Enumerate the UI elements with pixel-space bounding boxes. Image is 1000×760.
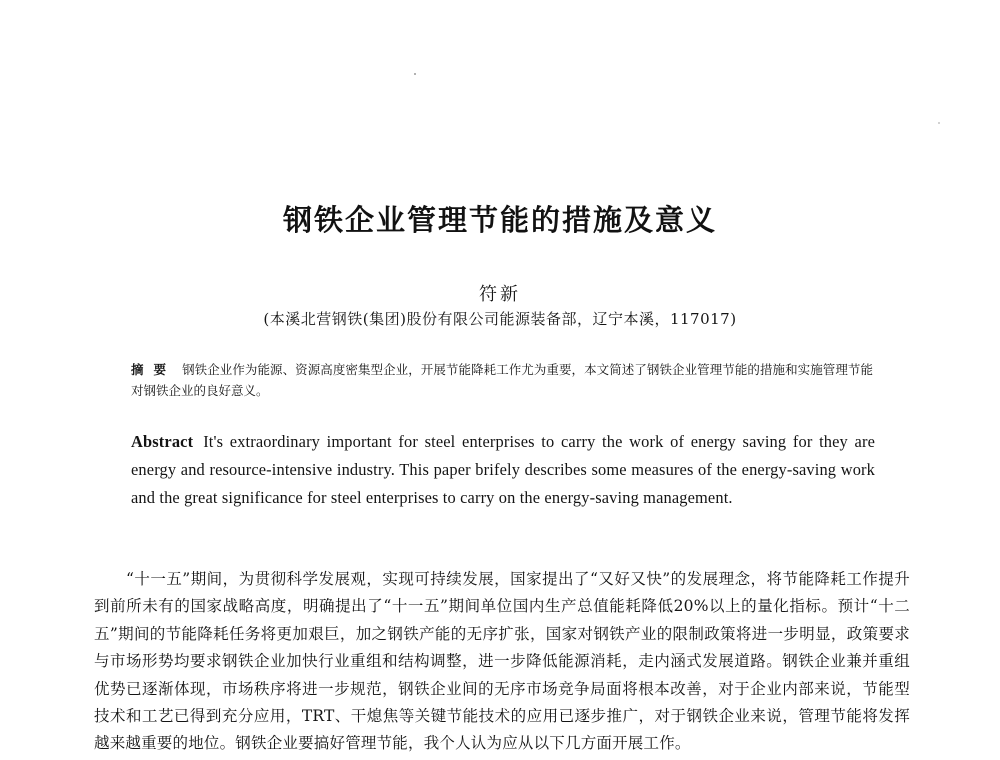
english-abstract-label: Abstract <box>131 432 194 451</box>
author-affiliation: (本溪北营钢铁(集团)股份有限公司能源装备部，辽宁本溪，117017) <box>263 310 737 328</box>
body-paragraph: “十一五”期间，为贯彻科学发展观，实现可持续发展，国家提出了“又好又快”的发展理念，将节能降耗工作提升到前所未有的国家战略高度，明确提出了“十一五”期间单位国内生产总值能耗降低20%以上的量化指标。预计“十二五”期间的节能降耗任务将更加艰巨，加之钢铁产能的无序扩张，国家对钢铁产业的限制政策将进一步明显，政策要求与市场形势均要求钢铁企业加快行业重组和结构调整，进一步降低能源消耗，走内涵式发展道路。钢铁企业兼并重组优势已逐渐体现，市场秩序将进一步规范，钢铁企业间的无序市场竞争局面将根本改善，对于企业内部来说，节能型技术和工艺已得到充分应用，TRT、干熄焦等关键节能技术的应用已逐步推广，对于钢铁企业来说，管理节能将发挥越来越重要的地位。钢铁企业要搞好管理节能，我个人认为应从以下几方面开展工作。 <box>94 570 910 753</box>
chinese-abstract <box>131 359 873 401</box>
english-abstract-text: It's extraordinary important for steel enterprises to carry the work of energy saving for they are energy and resource-intensive industry. This paper brifely describes some measures of the energy-saving work and the great significance for steel enterprises to carry on the energy-saving management. <box>131 432 875 507</box>
chinese-abstract-text: 钢铁企业作为能源、资源高度密集型企业，开展节能降耗工作尤为重要，本文简述了钢铁企业管理节能的措施和实施管理节能对钢铁企业的良好意义。 <box>131 362 873 398</box>
paper-title: 钢铁企业管理节能的措施及意义 <box>282 203 717 237</box>
scan-speck <box>414 73 416 75</box>
scan-speck <box>938 122 940 124</box>
author-name: 符新 <box>479 284 521 305</box>
chinese-abstract-label: 摘要 <box>131 362 177 377</box>
english-abstract <box>131 428 875 512</box>
